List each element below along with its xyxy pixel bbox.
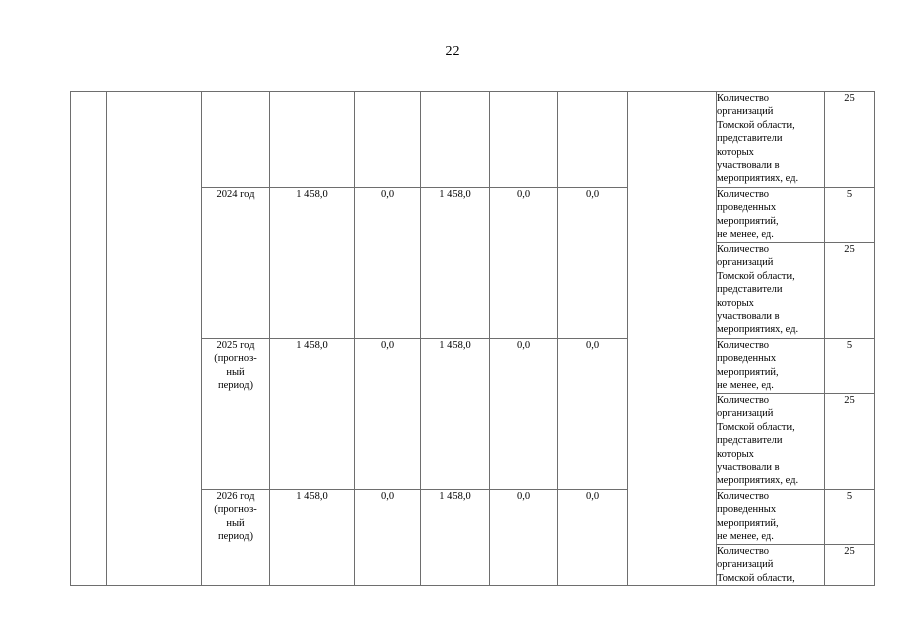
federal-cell: 0,0 [355,490,421,586]
indicator-name-cell: Количество организаций Томской области, представители которых участвовали в мероприятиях, ед. [717,243,825,339]
total-cell [270,92,355,188]
regional-cell: 1 458,0 [421,339,490,490]
total-cell: 1 458,0 [270,188,355,339]
indicator-name-cell: Количество организаций Томской области, представители которых участвовали в мероприятиях, ед. [717,394,825,490]
federal-cell: 0,0 [355,188,421,339]
executor-cell [628,92,717,586]
indicator-value-cell: 25 [825,243,875,339]
page-number: 22 [445,44,460,59]
other-cell: 0,0 [558,188,628,339]
federal-cell: 0,0 [355,339,421,490]
period-cell: 2025 год (прогноз- ный период) [202,339,270,490]
col-name-cell [107,92,202,586]
indicator-name-cell: Количество проведенных мероприятий, не менее, ед. [717,339,825,394]
indicator-value-cell: 5 [825,339,875,394]
col-number-cell [71,92,107,586]
total-cell: 1 458,0 [270,339,355,490]
indicator-value-cell: 5 [825,490,875,545]
regional-cell: 1 458,0 [421,490,490,586]
total-cell: 1 458,0 [270,490,355,586]
period-cell: 2026 год (прогноз- ный период) [202,490,270,586]
federal-cell [355,92,421,188]
other-cell: 0,0 [558,490,628,586]
regional-cell: 1 458,0 [421,188,490,339]
table-row [71,92,875,188]
other-cell [558,92,628,188]
indicator-value-cell: 25 [825,394,875,490]
indicator-value-cell: 25 [825,545,875,586]
local-cell: 0,0 [490,339,558,490]
indicator-value-cell: 5 [825,188,875,243]
indicator-name-cell: Количество проведенных мероприятий, не менее, ед. [717,188,825,243]
indicator-name-cell: Количество организаций Томской области, [717,545,825,586]
local-cell: 0,0 [490,490,558,586]
program-table [70,91,875,586]
indicator-name-cell: Количество организаций Томской области, представители которых участвовали в мероприятиях, ед. [717,92,825,188]
local-cell [490,92,558,188]
period-cell: 2024 год [202,188,270,339]
local-cell: 0,0 [490,188,558,339]
other-cell: 0,0 [558,339,628,490]
regional-cell [421,92,490,188]
period-cell [202,92,270,188]
indicator-name-cell: Количество проведенных мероприятий, не менее, ед. [717,490,825,545]
indicator-value-cell: 25 [825,92,875,188]
